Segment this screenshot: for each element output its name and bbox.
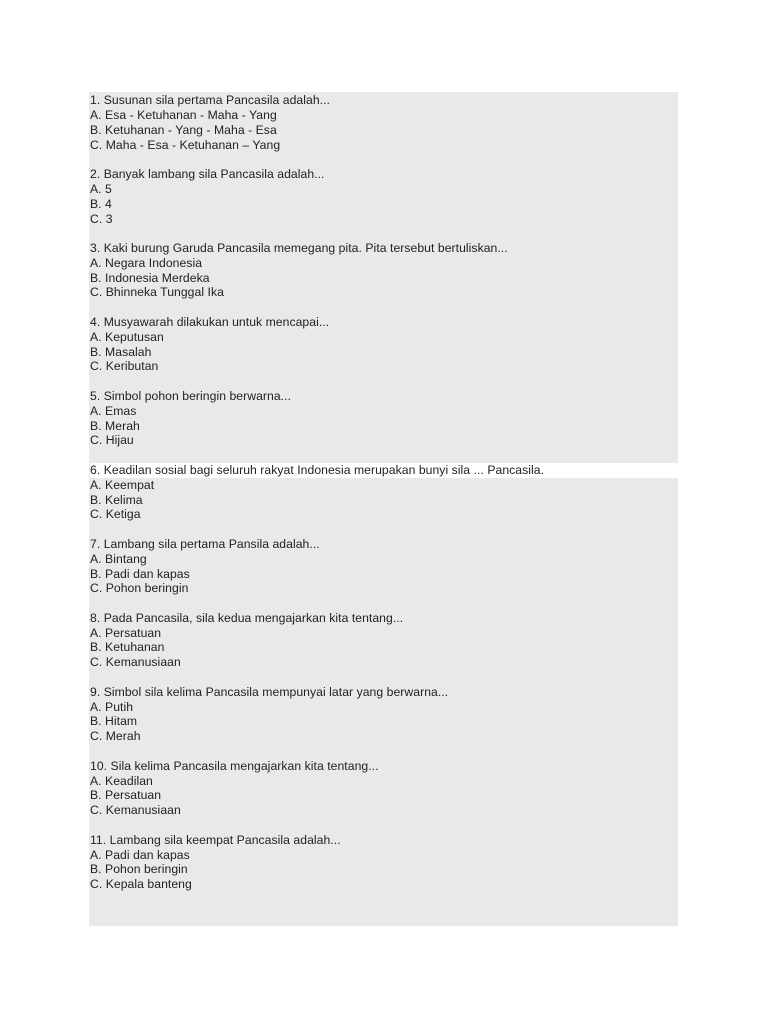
- option-a: A. Keputusan: [90, 329, 164, 344]
- option-c: C. Kepala banteng: [90, 877, 192, 892]
- option-a: A. Persatuan: [90, 625, 162, 640]
- question-6: [90, 463, 678, 522]
- document-sheet: [89, 92, 678, 926]
- option-a: A. Padi dan kapas: [90, 847, 190, 862]
- option-a: A. Emas: [90, 403, 137, 418]
- option-b: B. Padi dan kapas: [90, 566, 190, 581]
- question-text: 6. Keadilan sosial bagi seluruh rakyat Indonesia merupakan bunyi sila ... Pancasila.: [90, 463, 678, 478]
- option-c: C. Hijau: [90, 433, 134, 448]
- option-b: B. Pohon beringin: [90, 862, 188, 877]
- option-c: C. Kemanusiaan: [90, 803, 181, 818]
- option-c: C. Kemanusiaan: [90, 655, 181, 670]
- option-c: C. Merah: [90, 729, 141, 744]
- option-a: A. Putih: [90, 699, 134, 714]
- option-a: A. Keadilan: [90, 773, 153, 788]
- option-b: B. Merah: [90, 418, 140, 433]
- option-b: B. Persatuan: [90, 788, 162, 803]
- question-text: 4. Musyawarah dilakukan untuk mencapai...: [90, 314, 330, 329]
- option-a: A. Keempat: [90, 477, 155, 492]
- question-text: 7. Lambang sila pertama Pansila adalah...: [90, 536, 320, 551]
- question-8: [90, 611, 678, 670]
- option-a: A. Bintang: [90, 551, 147, 566]
- question-9: [90, 685, 678, 744]
- option-b: B. Indonesia Merdeka: [90, 270, 210, 285]
- option-a: A. 5: [90, 181, 112, 196]
- question-4: [90, 315, 678, 374]
- question-text: 10. Sila kelima Pancasila mengajarkan kita tentang...: [90, 758, 379, 773]
- option-a: A. Negara Indonesia: [90, 255, 203, 270]
- question-1: [90, 93, 678, 152]
- option-c: C. Maha - Esa - Ketuhanan – Yang: [90, 137, 281, 152]
- question-text: 5. Simbol pohon beringin berwarna...: [90, 388, 291, 403]
- option-b: B. Ketuhanan: [90, 640, 165, 655]
- question-5: [90, 389, 678, 448]
- option-b: B. Kelima: [90, 492, 143, 507]
- option-c: C. Ketiga: [90, 507, 141, 522]
- question-text: 3. Kaki burung Garuda Pancasila memegang pita. Pita tersebut bertuliskan...: [90, 240, 508, 255]
- question-7: [90, 537, 678, 596]
- option-b: B. Hitam: [90, 714, 138, 729]
- question-text: 11. Lambang sila keempat Pancasila adalah...: [90, 832, 341, 847]
- option-b: B. 4: [90, 196, 112, 211]
- question-11: [90, 833, 678, 892]
- question-3: [90, 241, 678, 300]
- question-text: 1. Susunan sila pertama Pancasila adalah...: [90, 93, 330, 107]
- question-text: 2. Banyak lambang sila Pancasila adalah...: [90, 166, 325, 181]
- option-a: A. Esa - Ketuhanan - Maha - Yang: [90, 107, 277, 122]
- option-c: C. Pohon beringin: [90, 581, 189, 596]
- option-c: C. Keributan: [90, 359, 159, 374]
- question-text: 9. Simbol sila kelima Pancasila mempunyai latar yang berwarna...: [90, 684, 449, 699]
- question-2: [90, 167, 678, 226]
- option-c: C. 3: [90, 211, 113, 226]
- option-b: B. Masalah: [90, 344, 152, 359]
- question-text: 8. Pada Pancasila, sila kedua mengajarkan kita tentang...: [90, 610, 404, 625]
- question-10: [90, 759, 678, 818]
- option-b: B. Ketuhanan - Yang - Maha - Esa: [90, 122, 277, 137]
- option-c: C. Bhinneka Tunggal Ika: [90, 285, 224, 300]
